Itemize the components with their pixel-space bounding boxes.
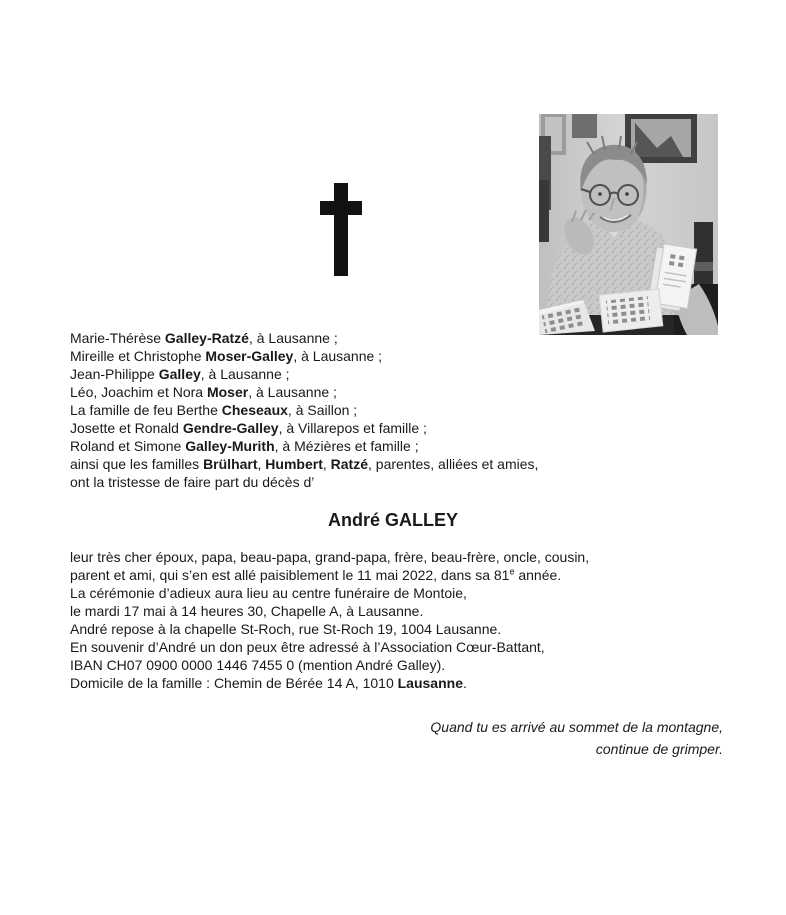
text-line: leur très cher époux, papa, beau-papa, grand-papa, frère, beau-frère, oncle, cousin, <box>70 549 590 565</box>
text-line: parent et ami, qui s’en est allé paisiblement le 11 mai 2022, dans sa 81e année. <box>70 566 562 583</box>
cross-icon <box>320 183 362 276</box>
text-line: Quand tu es arrivé au sommet de la montagne, <box>430 719 723 735</box>
text-line: Josette et Ronald Gendre-Galley, à Villarepos et famille ; <box>70 420 427 436</box>
text-line: Marie-Thérèse Galley-Ratzé, à Lausanne ; <box>70 330 338 346</box>
text-line: La cérémonie d’adieux aura lieu au centre funéraire de Montoie, <box>70 585 467 601</box>
quote <box>430 717 723 760</box>
text-line: IBAN CH07 0900 0000 1446 7455 0 (mention André Galley). <box>70 657 446 673</box>
text-line: Jean-Philippe Galley, à Lausanne ; <box>70 366 290 382</box>
text-line: ont la tristesse de faire part du décès d’ <box>70 474 315 490</box>
portrait-photo <box>539 114 718 335</box>
text-line: le mardi 17 mai à 14 heures 30, Chapelle A, à Lausanne. <box>70 603 424 619</box>
text-line: Domicile de la famille : Chemin de Bérée 14 A, 1010 Lausanne. <box>70 675 467 691</box>
deceased-name: André GALLEY <box>327 510 458 530</box>
text-line: En souvenir d’André un don peux être adressé à l’Association Cœur-Battant, <box>70 639 545 655</box>
text-line: Mireille et Christophe Moser-Galley, à Lausanne ; <box>70 348 383 364</box>
cross-horizontal-bar <box>320 201 362 215</box>
text-line: André repose à la chapelle St-Roch, rue St-Roch 19, 1004 Lausanne. <box>70 621 502 637</box>
text-line: continue de grimper. <box>595 740 723 757</box>
cross-vertical-bar <box>334 183 348 276</box>
text-line: Roland et Simone Galley-Murith, à Mézières et famille ; <box>70 438 419 454</box>
family-list <box>70 329 538 491</box>
text-line: Léo, Joachim et Nora Moser, à Lausanne ; <box>70 384 337 400</box>
text-line: La famille de feu Berthe Cheseaux, à Saillon ; <box>70 402 358 418</box>
text-line: ainsi que les familles Brülhart, Humbert, Ratzé, parentes, alliées et amies, <box>70 456 539 472</box>
announcement-text <box>70 548 589 692</box>
